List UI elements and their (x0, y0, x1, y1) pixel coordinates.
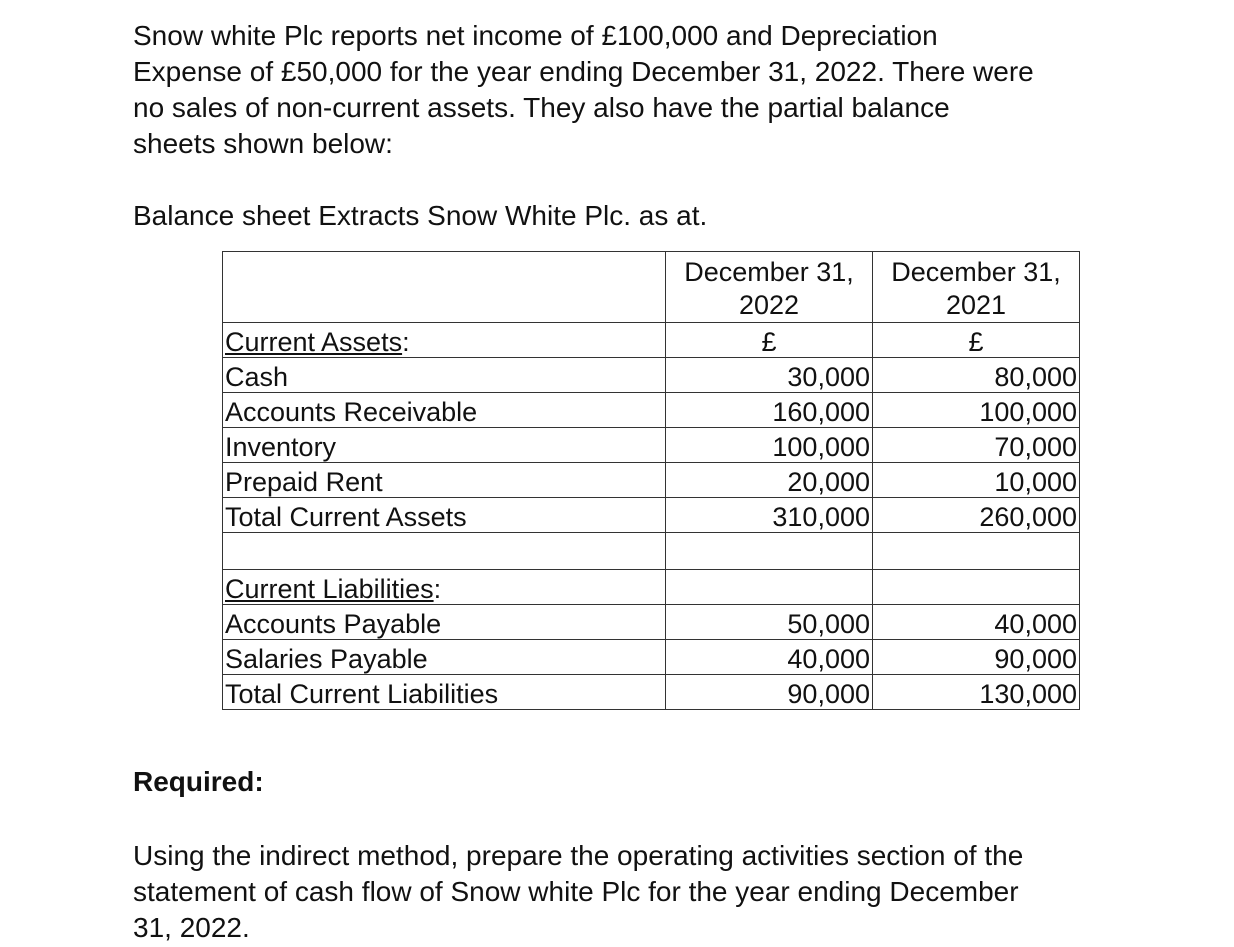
value-2022: 30,000 (666, 358, 873, 393)
value-2021: 90,000 (873, 640, 1080, 675)
value-2022: 20,000 (666, 463, 873, 498)
current-liabilities-heading: Current Liabilities: (223, 570, 666, 605)
blank-cell (873, 533, 1080, 570)
value-2021: 70,000 (873, 428, 1080, 463)
table-caption: Balance sheet Extracts Snow White Plc. as at. (133, 200, 708, 231)
intro-line: Snow white Plc reports net income of £100,000 and Depreciation (133, 20, 938, 51)
table-row-total (223, 498, 1080, 533)
intro-line: Expense of £50,000 for the year ending December 31, 2022. There were (133, 56, 1034, 87)
value-2022: 160,000 (666, 393, 873, 428)
current-assets-heading-row (223, 323, 1080, 358)
header-blank-cell (223, 252, 666, 323)
intro-paragraph (133, 18, 1153, 162)
task-paragraph (133, 838, 1153, 946)
table-row (223, 358, 1080, 393)
col-2021-header: December 31, 2021 (873, 252, 1080, 323)
row-label: Prepaid Rent (223, 463, 666, 498)
row-label: Total Current Liabilities (223, 675, 666, 710)
value-2022: 50,000 (666, 605, 873, 640)
row-label: Accounts Receivable (223, 393, 666, 428)
value-2021: 10,000 (873, 463, 1080, 498)
table-row-total (223, 675, 1080, 710)
balance-sheet-table (222, 251, 1080, 710)
row-label: Inventory (223, 428, 666, 463)
value-2022: 90,000 (666, 675, 873, 710)
row-label: Accounts Payable (223, 605, 666, 640)
row-label: Total Current Assets (223, 498, 666, 533)
currency-2021: £ (873, 323, 1080, 358)
table-row (223, 605, 1080, 640)
table-row (223, 463, 1080, 498)
table-row (223, 428, 1080, 463)
table-row (223, 393, 1080, 428)
task-line: statement of cash flow of Snow white Plc for the year ending December (133, 876, 1019, 907)
value-2022: 40,000 (666, 640, 873, 675)
current-liabilities-heading-row (223, 570, 1080, 605)
value-2022: 100,000 (666, 428, 873, 463)
currency-2022: £ (666, 323, 873, 358)
value-2021: 260,000 (873, 498, 1080, 533)
value-2021: 80,000 (873, 358, 1080, 393)
intro-line: no sales of non-current assets. They also have the partial balance (133, 92, 950, 123)
row-label: Cash (223, 358, 666, 393)
table-header-row (223, 252, 1080, 323)
value-2021: 40,000 (873, 605, 1080, 640)
task-line: Using the indirect method, prepare the operating activities section of the (133, 840, 1024, 871)
table-row (223, 640, 1080, 675)
blank-cell (873, 570, 1080, 605)
table-spacer-row (223, 533, 1080, 570)
value-2021: 100,000 (873, 393, 1080, 428)
col-2022-header: December 31, 2022 (666, 252, 873, 323)
value-2021: 130,000 (873, 675, 1080, 710)
intro-line: sheets shown below: (133, 128, 393, 159)
blank-cell (666, 533, 873, 570)
row-label: Salaries Payable (223, 640, 666, 675)
blank-cell (666, 570, 873, 605)
blank-cell (223, 533, 666, 570)
value-2022: 310,000 (666, 498, 873, 533)
current-assets-heading: Current Assets: (223, 323, 666, 358)
required-heading: Required: (133, 766, 264, 797)
task-line: 31, 2022. (133, 912, 250, 943)
